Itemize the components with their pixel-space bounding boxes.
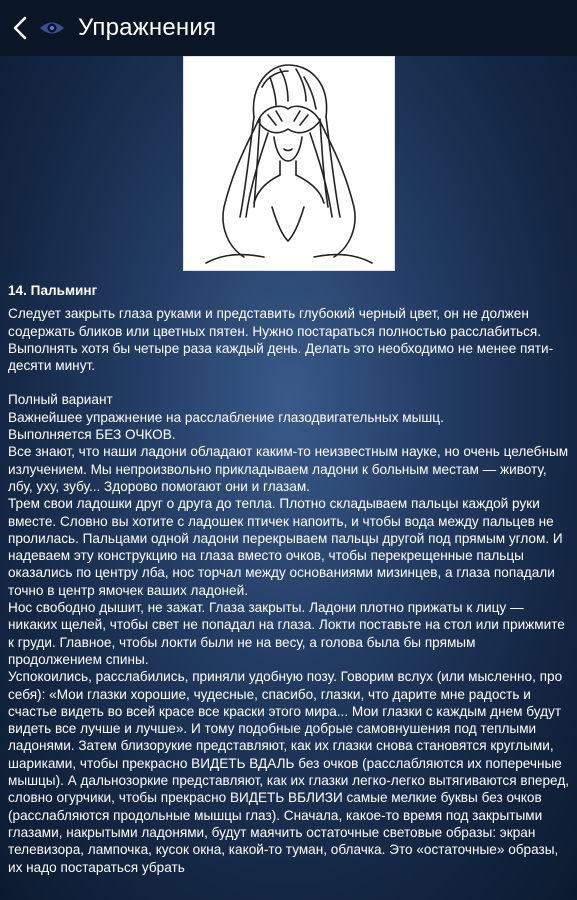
palming-illustration	[183, 56, 395, 271]
back-arrow-icon[interactable]	[4, 0, 36, 56]
intro-paragraph: Следует закрыть глаза руками и представить глубокий черный цвет, он не должен содержать бликов или цветных пятен. Нужно постараться полностью расслабиться. Выполнять хотя бы четыре раза каждый день. Делать это необходимо не менее пяти-десяти минут.	[8, 306, 554, 374]
eye-icon	[38, 0, 66, 56]
page-title: Упражнения	[78, 14, 217, 41]
exercise-heading: 14. Пальминг	[8, 283, 98, 298]
spacer	[8, 374, 570, 391]
article-text	[8, 282, 570, 876]
app-bar	[0, 0, 577, 56]
article-content[interactable]	[0, 56, 577, 900]
full-version-text: Полный вариант Важнейшее упражнение на расслабление глазодвигательных мышц. Выполняется БЕЗ ОЧКОВ. Все знают, что наши ладони обладают каким-то неизвестным науке, но очень целебным излучением. Мы непроизвольно прикладываем ладони к больным местам — животу, лбу, уху, зубу... Здорово помогают они и глазам. Трем свои ладошки друг о друга до тепла. Плотно складываем пальцы каждой руки вместе. Словно вы хотите с ладошек птичек напоить, и чтобы вода между пальцев не пролилась. Пальцами одной ладони перекрываем пальцы другой под прямым углом. И надеваем эту конструкцию на глаза вместо очков, чтобы перекрещенные пальцы оказались по центру лба, нос торчал между основаниями мизинцев, а глаза попадали точно в центр ямочек ваших ладоней. Нос свободно дышит, не зажат. Глаза закрыты. Ладони плотно прижаты к лицу — никаких щелей, чтобы свет не попадал на глаза. Локти поставьте на стол или прижмите к груди. Главное, чтобы локти были не на весу, а голова была бы прямым продолжением спины. Успокоились, расслабились, приняли удобную позу. Говорим вслух (или мысленно, про себя): «Мои глазки хорошие, чудесные, спасибо, глазки, что дарите мне радость и счастье видеть во всей красе все краски этого мира... Мои глазки с каждым днем будут видеть все лучше и лучше». И тому подобные добрые самовнушения под теплыми ладонями. Затем близорукие представляют, как их глазки снова становятся круглыми, шариками, чтобы прекрасно ВИДЕТЬ ВДАЛЬ без очков (расслабляются их поперечные мышцы). А дальнозоркие представляют, как их глазки легко-легко вытягиваются вперед, словно огурчики, чтобы прекрасно ВИДЕТЬ ВБЛИЗИ самые мелкие буквы без очков (расслабляются продольные мышцы глаз). Сначала, какое-то время под закрытыми глазами, накрытыми ладонями, будут маячить остаточные световые образы: экран телевизора, лампочка, кусок окна, какой-то туман, облачка. Это «остаточные» образы, их надо постараться убрать	[8, 392, 570, 875]
